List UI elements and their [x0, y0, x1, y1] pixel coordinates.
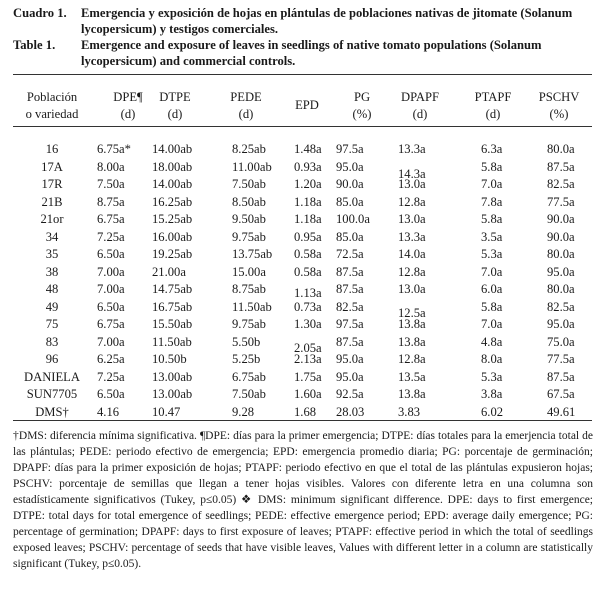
column-header-line1: EPD	[295, 98, 319, 112]
table-cell-dpe: 6.50a	[97, 299, 125, 314]
table-cell-pschv: 87.5a	[547, 159, 575, 174]
column-header-line1: Población	[26, 90, 78, 104]
table-cell-poblacion: 48	[45, 282, 59, 296]
table-cell-epd: 1.75a	[294, 369, 322, 384]
table-cell-dpe: 8.75a	[97, 194, 125, 209]
table-cell-pschv: 75.0a	[547, 334, 575, 349]
column-header-line1: PSCHV	[538, 90, 580, 104]
table-cell-dtpe: 15.25ab	[152, 212, 193, 226]
table-cell-dpapf: 13.8a	[398, 317, 426, 331]
table-cell-epd: 0.58a	[294, 264, 322, 279]
table-cell-dtpe: 11.50ab	[152, 334, 192, 349]
table-cell-dpapf: 13.5a	[398, 369, 426, 384]
table-cell-pg: 97.5a	[336, 317, 364, 331]
dms-cell-dpe: 4.16	[97, 404, 120, 419]
table-cell-ptapf: 6.3a	[481, 142, 503, 156]
table-top-rule	[13, 74, 592, 75]
table-cell-pg: 95.0a	[336, 369, 364, 384]
table-cell-pschv: 87.5a	[547, 369, 575, 384]
table-cell-dpapf: 14.3a	[398, 166, 426, 181]
column-header-line1: DPAPF	[400, 90, 440, 104]
table-cell-dpe: 6.50a	[97, 247, 125, 261]
column-header-line2: (d)	[412, 107, 428, 121]
column-header-line1: DPE¶	[113, 90, 143, 104]
table-cell-pede: 9.50ab	[232, 212, 266, 226]
table-cell-poblacion: SUN7705	[26, 387, 78, 401]
table-cell-poblacion: 35	[45, 247, 59, 261]
table-cell-epd: 0.95a	[294, 229, 322, 244]
table-cell-dpapf: 13.8a	[398, 334, 426, 349]
table-cell-poblacion: 34	[45, 229, 59, 244]
table-cell-dtpe: 21.00a	[152, 264, 186, 279]
caption-english	[13, 37, 592, 69]
table-cell-dpapf: 13.0a	[398, 282, 426, 296]
table-cell-pede: 6.75ab	[232, 369, 266, 384]
table-cell-ptapf: 7.8a	[481, 194, 503, 209]
caption-label-es: Cuadro 1.	[13, 6, 67, 20]
column-header-line1: PTAPF	[474, 90, 512, 104]
table-cell-dpapf: 12.8a	[398, 194, 426, 209]
table-cell-poblacion: 75	[45, 317, 59, 331]
table-cell-pg: 72.5a	[336, 247, 364, 261]
table-cell-dpapf: 13.3a	[398, 229, 426, 244]
column-header-line2: (%)	[549, 107, 569, 121]
table-cell-poblacion: 21or	[40, 212, 64, 226]
table-cell-dpe: 7.00a	[97, 282, 125, 296]
column-header-line2: (d)	[485, 107, 501, 121]
column-header-line1: PG	[353, 90, 371, 104]
table-cell-epd: 1.20a	[294, 177, 322, 191]
table-cell-epd: 0.73a	[294, 299, 322, 314]
caption-label-en: Table 1.	[13, 38, 56, 52]
caption-line2-es: lycopersicum) y testigos comerciales.	[81, 22, 279, 36]
column-header-line1: PEDE	[230, 90, 262, 104]
table-cell-epd: 1.13a	[294, 286, 322, 300]
table-cell-ptapf: 8.0a	[481, 352, 503, 366]
table-cell-ptapf: 5.3a	[481, 247, 503, 261]
table-cell-dpe: 7.25a	[97, 229, 125, 244]
table-cell-pschv: 77.5a	[547, 194, 575, 209]
table-cell-dpe: 8.00a	[97, 159, 125, 174]
table-cell-pede: 8.25ab	[232, 142, 266, 156]
table-cell-dtpe: 14.75ab	[152, 282, 193, 296]
table-cell-epd: 0.93a	[294, 159, 322, 174]
table-cell-poblacion: 17R	[41, 177, 63, 191]
table-header-rule	[13, 126, 592, 127]
dms-cell-pede: 9.28	[232, 404, 255, 419]
table-cell-epd: 1.48a	[294, 142, 322, 156]
table-cell-pede: 9.75ab	[232, 317, 266, 331]
table-cell-ptapf: 7.0a	[481, 317, 503, 331]
table-cell-pg: 97.5a	[336, 142, 364, 156]
table-cell-dpapf: 12.5a	[398, 305, 426, 320]
table-cell-pschv: 80.0a	[547, 282, 575, 296]
table-cell-dtpe: 16.00ab	[152, 229, 193, 244]
table-cell-ptapf: 5.3a	[481, 369, 503, 384]
table-cell-dpapf: 12.8a	[398, 264, 426, 279]
table-cell-pg: 85.0a	[336, 229, 364, 244]
column-header-ptapf	[463, 89, 523, 123]
table-cell-poblacion: DANIELA	[24, 369, 80, 384]
table-cell-dpe: 7.25a	[97, 369, 125, 384]
table-cell-pg: 95.0a	[336, 159, 364, 174]
table-cell-dtpe: 14.00ab	[152, 142, 193, 156]
table-cell-pg: 87.5a	[336, 334, 364, 349]
column-header-pede	[216, 89, 276, 123]
dms-cell-epd: 1.68	[294, 404, 317, 419]
column-header-line2: (d)	[120, 107, 136, 121]
table-cell-dpapf: 13.8a	[398, 387, 426, 401]
table-cell-pschv: 82.5a	[547, 299, 575, 314]
table-cell-dpe: 6.75a	[97, 317, 125, 331]
table-cell-pg: 87.5a	[336, 264, 364, 279]
table-cell-pg: 92.5a	[336, 387, 364, 401]
table-cell-dtpe: 16.75ab	[152, 299, 193, 314]
column-header-dtpe	[145, 89, 205, 123]
table-cell-dpapf: 13.3a	[398, 142, 426, 156]
column-header-line1: DTPE	[159, 90, 191, 104]
table-cell-poblacion: 38	[45, 264, 59, 279]
caption-spanish	[13, 5, 592, 37]
table-cell-ptapf: 7.0a	[481, 177, 503, 191]
table-cell-dpe: 6.75a*	[97, 142, 131, 156]
column-header-line2: o variedad	[25, 107, 79, 121]
table-cell-dtpe: 15.50ab	[152, 317, 193, 331]
table-cell-pschv: 90.0a	[547, 212, 575, 226]
table-cell-pg: 85.0a	[336, 194, 364, 209]
table-cell-epd: 1.60a	[294, 387, 322, 401]
table-cell-pschv: 95.0a	[547, 264, 575, 279]
table-cell-ptapf: 4.8a	[481, 334, 503, 349]
table-cell-pede: 11.00ab	[232, 159, 272, 174]
column-header-dpapf	[390, 89, 450, 123]
table-cell-poblacion: 96	[45, 352, 59, 366]
table-cell-pede: 8.75ab	[232, 282, 266, 296]
table-cell-pg: 95.0a	[336, 352, 364, 366]
table-cell-epd: 1.30a	[294, 317, 322, 331]
dms-cell-pg: 28.03	[336, 404, 365, 419]
dms-cell-pschv: 49.61	[547, 404, 576, 419]
column-header-pg	[337, 89, 387, 123]
table-cell-poblacion: 17A	[41, 159, 63, 174]
column-header-epd	[282, 97, 332, 114]
table-cell-dtpe: 13.00ab	[152, 387, 193, 401]
column-header-poblacion	[9, 89, 95, 123]
table-cell-dtpe: 13.00ab	[152, 369, 193, 384]
table-cell-dtpe: 16.25ab	[152, 194, 193, 209]
table-cell-dtpe: 18.00ab	[152, 159, 193, 174]
table-cell-pschv: 90.0a	[547, 229, 575, 244]
table-cell-ptapf: 5.8a	[481, 212, 503, 226]
table-cell-pede: 7.50ab	[232, 177, 266, 191]
table-cell-pede: 8.50ab	[232, 194, 266, 209]
table-cell-dpe: 6.25a	[97, 352, 125, 366]
column-header-pschv	[529, 89, 589, 123]
table-cell-ptapf: 5.8a	[481, 299, 503, 314]
table-cell-pede: 7.50ab	[232, 387, 266, 401]
table-cell-poblacion: 83	[45, 334, 59, 349]
dms-cell-ptapf: 6.02	[481, 404, 504, 419]
table-cell-pschv: 67.5a	[547, 387, 575, 401]
table-cell-epd: 1.18a	[294, 212, 322, 226]
table-cell-pschv: 77.5a	[547, 352, 575, 366]
table-cell-pschv: 82.5a	[547, 177, 575, 191]
table-cell-epd: 1.18a	[294, 194, 322, 209]
table-cell-poblacion: 16	[45, 142, 59, 156]
table-cell-epd: 2.13a	[294, 352, 322, 366]
table-cell-ptapf: 7.0a	[481, 264, 503, 279]
table-cell-dpe: 7.00a	[97, 264, 125, 279]
table-cell-pschv: 80.0a	[547, 142, 575, 156]
table-cell-poblacion: 21B	[41, 194, 63, 209]
table-cell-dpapf: 13.0a	[398, 212, 426, 226]
table-cell-dpapf: 14.0a	[398, 247, 426, 261]
table-cell-pg: 90.0a	[336, 177, 364, 191]
table-cell-dpe: 6.50a	[97, 387, 125, 401]
table-cell-poblacion: 49	[45, 299, 59, 314]
table-cell-pschv: 95.0a	[547, 317, 575, 331]
table-cell-pede: 5.50b	[232, 334, 261, 349]
table-cell-ptapf: 3.8a	[481, 387, 503, 401]
table-cell-dpapf: 12.8a	[398, 352, 426, 366]
column-header-line2: (d)	[167, 107, 183, 121]
table-cell-dpe: 7.00a	[97, 334, 125, 349]
table-cell-ptapf: 5.8a	[481, 159, 503, 174]
column-header-line2: (d)	[238, 107, 254, 121]
table-cell-pg: 82.5a	[336, 299, 364, 314]
table-cell-pede: 13.75ab	[232, 247, 273, 261]
table-cell-dtpe: 19.25ab	[152, 247, 193, 261]
caption-line1-es: Emergencia y exposición de hojas en plántulas de poblaciones nativas de jitomate (Solanum	[81, 6, 573, 20]
table-cell-pede: 11.50ab	[232, 299, 272, 314]
table-cell-ptapf: 3.5a	[481, 229, 503, 244]
caption-line2-en: lycopersicum) and commercial controls.	[81, 54, 296, 68]
dms-cell-poblacion: DMS†	[35, 404, 69, 419]
table-cell-pschv: 80.0a	[547, 247, 575, 261]
table-cell-pg: 87.5a	[336, 282, 364, 296]
table-cell-dpe: 7.50a	[97, 177, 125, 191]
table-cell-pede: 15.00a	[232, 264, 266, 279]
table-cell-dtpe: 10.50b	[152, 352, 187, 366]
caption-line1-en: Emergence and exposure of leaves in seedlings of native tomato populations (Solanum	[81, 38, 542, 52]
dms-cell-dtpe: 10.47	[152, 404, 181, 419]
table-cell-dtpe: 14.00ab	[152, 177, 193, 191]
table-cell-dpapf: 13.0a	[398, 177, 426, 191]
table-cell-pg: 100.0a	[336, 212, 370, 226]
table-cell-dpe: 6.75a	[97, 212, 125, 226]
table-cell-epd: 2.05a	[294, 340, 322, 355]
table-cell-pede: 5.25b	[232, 352, 261, 366]
table-footnote: †DMS: diferencia mínima significativa. ¶DPE: días para la primer emergencia; DTPE: días totales para la emerjencia total de las plántulas; PEDE: periodo efectivo de emergencia; EPD: emergencia promedio diaria; PG: porcentaje de germinación; DPAPF: días para la primer exposición de hojas; PTAPF: periodo efectivo en que el total de las plántulas expusieron hojas; PSCHV: porcentaje de semillas que llegan a tener hojas visibles. Valores con diferente letra en una columna son estadísticamente significativos (Tukey, p≤0.05) ❖ DMS: minimum significant difference. DPE: days to first emergence; DTPE: total days for total emergence of seedlings; PEDE: effective emergence period; EPD: average daily emergence; PG: percentage of germination; DPAPF: days to first exposure of leaves; PTAPF: effective period in which the total of seedlings exposed leaves; PSCHV: percentage of seeds that have visible leaves, Values with different letter in a column are statistically significant (Tukey, p≤0.05).	[13, 430, 593, 570]
table-cell-epd: 0.58a	[294, 247, 322, 261]
column-header-line2: (%)	[352, 107, 372, 121]
table-cell-pede: 9.75ab	[232, 229, 266, 244]
table-cell-ptapf: 6.0a	[481, 282, 503, 296]
dms-cell-dpapf: 3.83	[398, 404, 421, 419]
